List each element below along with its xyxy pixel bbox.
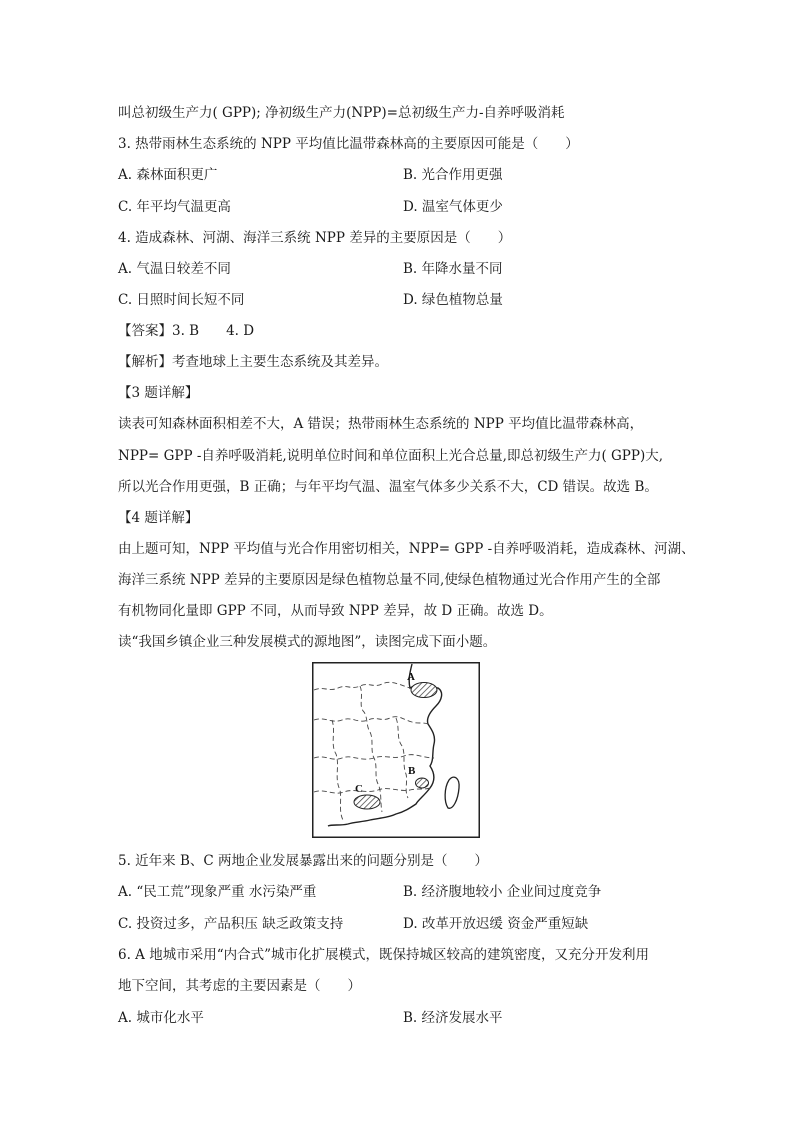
region-b-hatched xyxy=(416,778,429,788)
question-4-stem: 4. 造成森林、河湖、海洋三系统 NPP 差异的主要原因是（ ） xyxy=(118,230,512,246)
detail-3-line: 读表可知森林面积相差不大，A 错误；热带雨林生态系统的 NPP 平均值比温带森林高， xyxy=(118,416,644,432)
detail-4-heading: 【4 题详解】 xyxy=(118,510,199,526)
detail-3-heading: 【3 题详解】 xyxy=(118,385,199,401)
q6-option-a: A. 城市化水平 xyxy=(118,1010,204,1026)
q3-option-d: D. 温室气体更少 xyxy=(403,199,503,215)
analysis-line: 【解析】考查地球上主要生态系统及其差异。 xyxy=(118,354,388,370)
answer-line: 【答案】3. B 4. D xyxy=(118,323,255,339)
q3-option-c: C. 年平均气温更高 xyxy=(118,199,231,215)
region-a-hatched xyxy=(411,683,437,698)
intro-line: 叫总初级生产力( GPP); 净初级生产力(NPP)=总初级生产力-自养呼吸消耗 xyxy=(118,105,565,121)
detail-3-line: 所以光合作用更强，B 正确；与年平均气温、温室气体多少关系不大，CD 错误。故选 B。 xyxy=(118,479,658,495)
map-label-b: B xyxy=(408,765,416,777)
map-label-a: A xyxy=(407,671,415,683)
q4-option-b: B. 年降水量不同 xyxy=(403,261,503,277)
q4-option-d: D. 绿色植物总量 xyxy=(403,292,503,308)
q4-option-a: A. 气温日较差不同 xyxy=(118,261,231,277)
q5-option-d: D. 改革开放迟缓 资金严重短缺 xyxy=(403,916,589,932)
q6-option-b: B. 经济发展水平 xyxy=(403,1010,503,1026)
q5-option-a: A. “民工荒”现象严重 水污染严重 xyxy=(118,884,317,900)
question-6-stem: 6. A 地城市采用“内合式”城市化扩展模式，既保持城区较高的建筑密度，又充分开发利用 xyxy=(118,947,650,963)
detail-4-line: 由上题可知，NPP 平均值与光合作用密切相关，NPP= GPP -自养呼吸消耗，造成森林、河湖、 xyxy=(118,541,695,557)
map-label-c: C xyxy=(355,783,363,795)
question-3-stem: 3. 热带雨林生态系统的 NPP 平均值比温带森林高的主要原因可能是（ ） xyxy=(118,136,579,152)
question-6-stem: 地下空间，其考虑的主要因素是（ ） xyxy=(118,978,361,994)
question-5-stem: 5. 近年来 B、C 两地企业发展暴露出来的问题分别是（ ） xyxy=(118,853,489,869)
q3-option-a: A. 森林面积更广 xyxy=(118,167,218,183)
q3-option-b: B. 光合作用更强 xyxy=(403,167,503,183)
q4-option-c: C. 日照时间长短不同 xyxy=(118,292,245,308)
detail-4-line: 有机物同化量即 GPP 不同，从而导致 NPP 差异，故 D 正确。故选 D。 xyxy=(118,603,553,619)
detail-3-line: NPP= GPP -自养呼吸消耗,说明单位时间和单位面积上光合总量,即总初级生产力( GPP)大, xyxy=(118,448,664,464)
map-intro: 读“我国乡镇企业三种发展模式的源地图”，读图完成下面小题。 xyxy=(118,634,497,650)
map-frame xyxy=(313,663,480,838)
detail-4-line: 海洋三系统 NPP 差异的主要原因是绿色植物总量不同,使绿色植物通过光合作用产生的全部 xyxy=(118,572,661,588)
region-c-hatched xyxy=(354,795,380,809)
q5-option-b: B. 经济腹地较小 企业间过度竞争 xyxy=(403,884,602,900)
township-enterprise-map xyxy=(312,662,480,838)
q5-option-c: C. 投资过多，产品积压 缺乏政策支持 xyxy=(118,916,344,932)
